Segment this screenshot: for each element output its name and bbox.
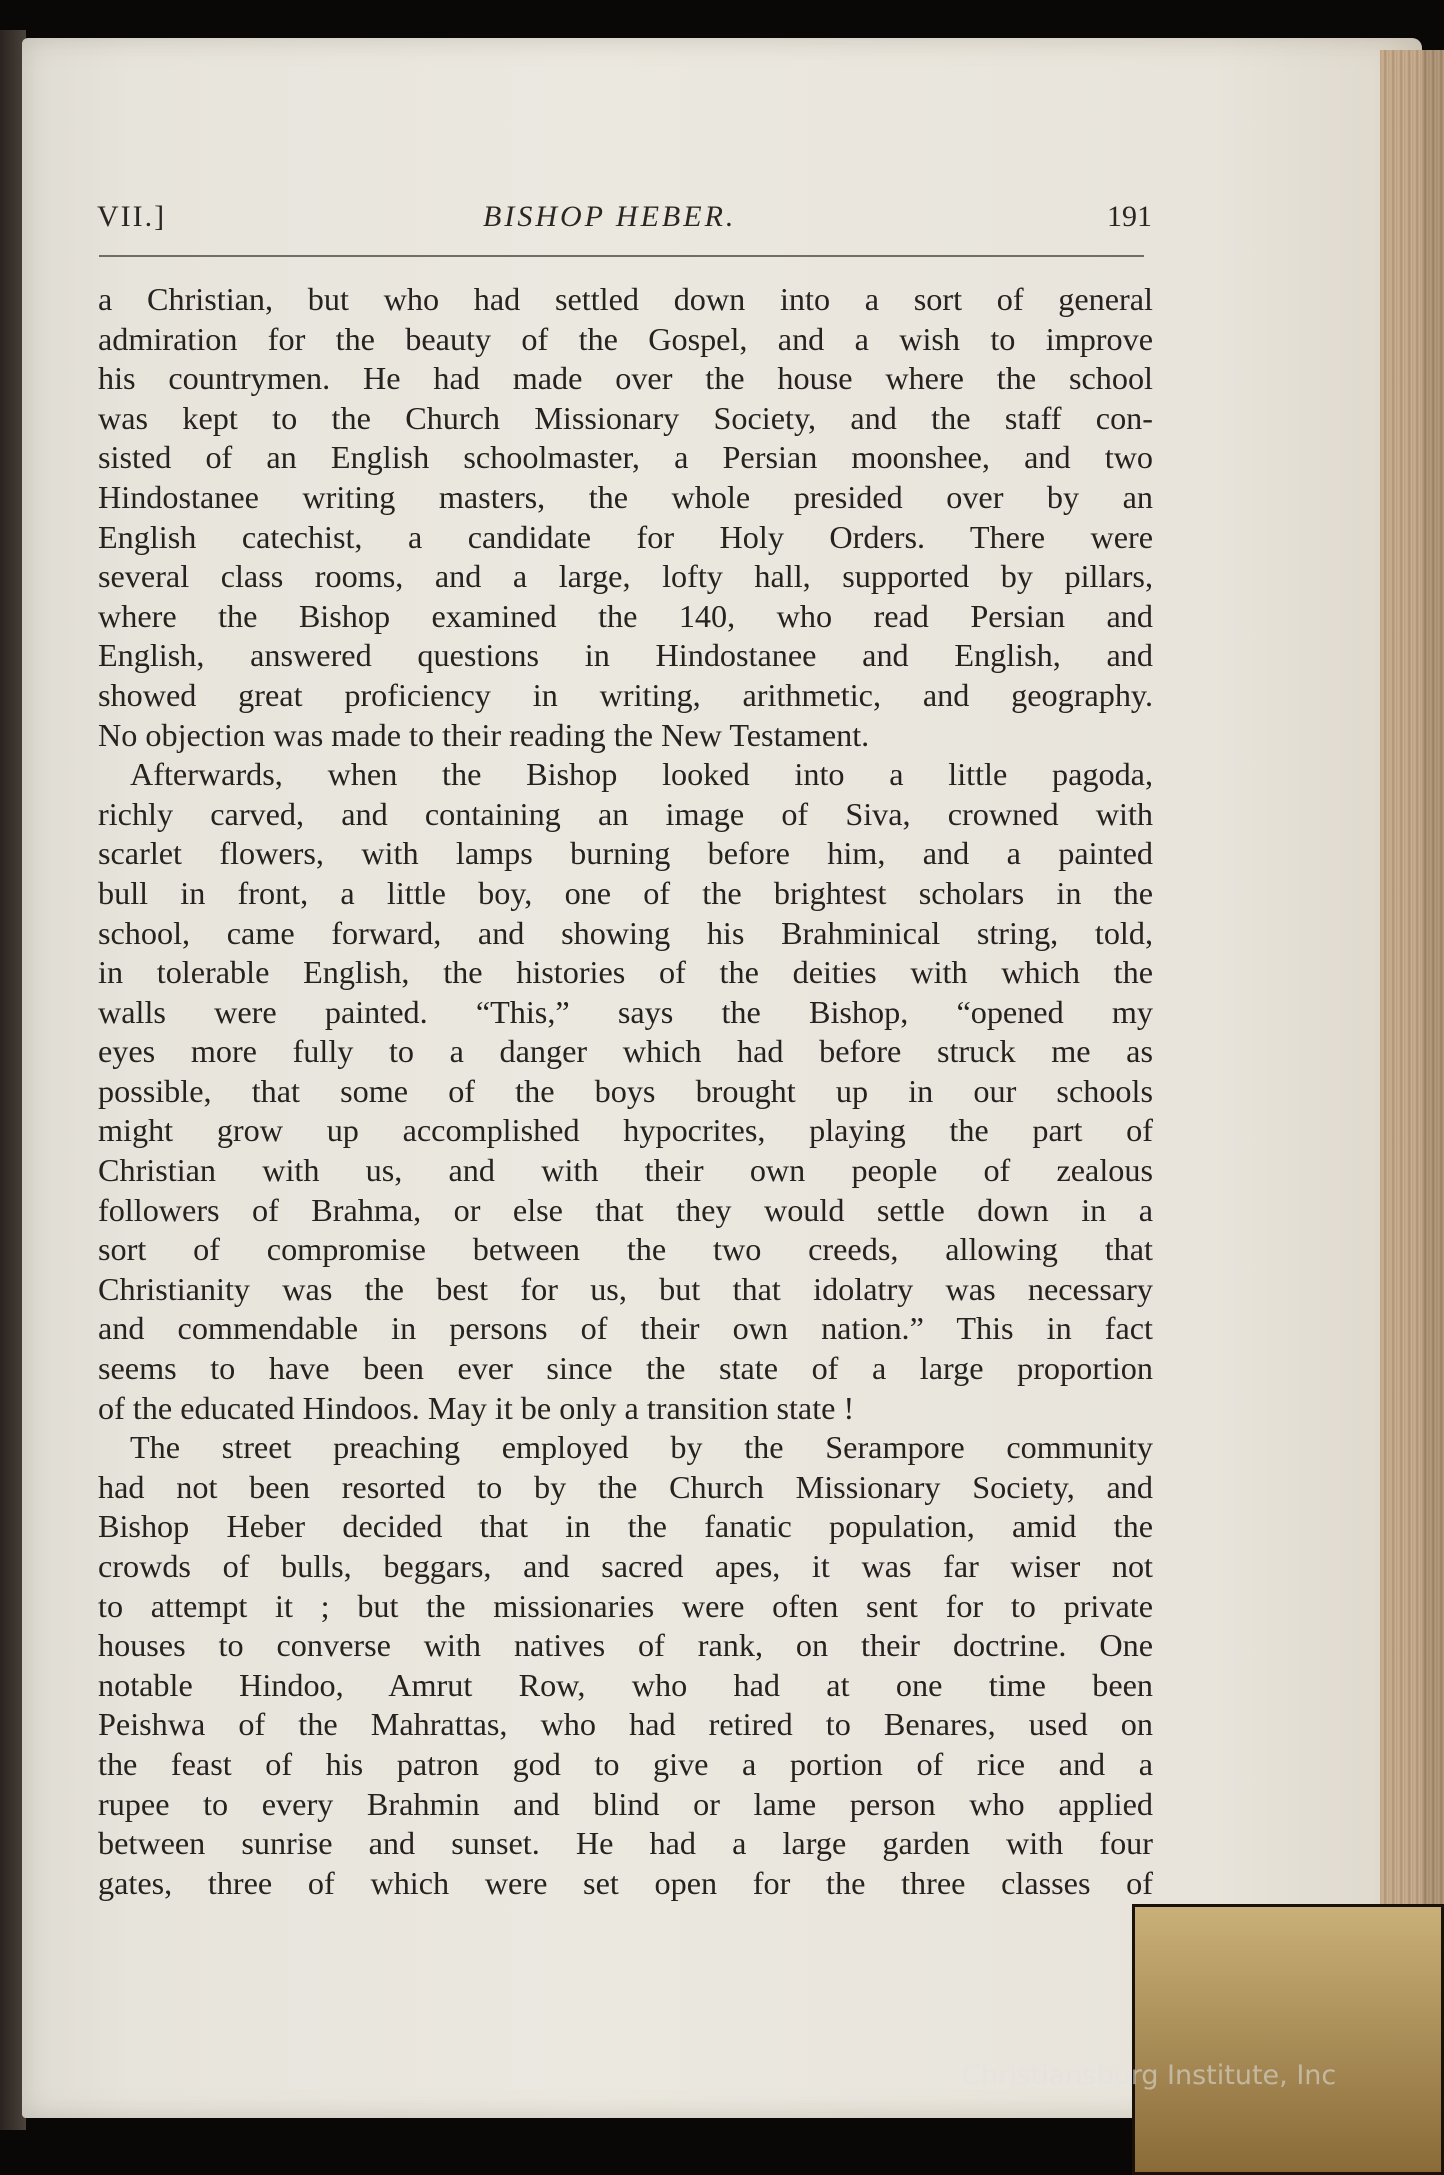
text-line: between sunrise and sunset. He had a large garden with four — [98, 1825, 1153, 1862]
text-line: a Christian, but who had settled down into a sort of general — [98, 281, 1153, 317]
text-line: Bishop Heber decided that in the fanatic population, amid the — [98, 1508, 1153, 1545]
text-line: school, came forward, and showing his Brahminical string, told, — [98, 914, 1153, 951]
text-line: houses to converse with natives of rank, on their doctrine. One — [98, 1627, 1153, 1664]
running-header — [97, 200, 1152, 244]
text-line: followers of Brahma, or else that they would settle down in a — [98, 1191, 1153, 1228]
text-line: Christianity was the best for us, but that idolatry was necessary — [98, 1270, 1153, 1307]
watermark: Christiansburg Institute, Inc — [962, 2060, 1337, 2091]
text-line: Christian with us, and with their own people of zealous — [98, 1152, 1153, 1189]
text-line: English catechist, a candidate for Holy Orders. There were — [98, 518, 1153, 555]
text-line: to attempt it ; but the missionaries were often sent for to private — [98, 1587, 1153, 1624]
text-line: in tolerable English, the histories of the deities with which the — [98, 954, 1153, 991]
text-line: had not been resorted to by the Church Missionary Society, and — [98, 1468, 1153, 1505]
page-edges — [1380, 50, 1444, 2110]
text-line: gates, three of which were set open for the three classes of — [98, 1864, 1153, 1901]
text-line: notable Hindoo, Amrut Row, who had at one time been — [98, 1666, 1153, 1703]
text-line: Peishwa of the Mahrattas, who had retired to Benares, used on — [98, 1706, 1153, 1743]
text-line: scarlet flowers, with lamps burning before him, and a painted — [98, 835, 1153, 872]
text-line: walls were painted. “This,” says the Bishop, “opened my — [98, 993, 1153, 1030]
text-line: Hindostanee writing masters, the whole presided over by an — [98, 478, 1153, 515]
text-line: seems to have been ever since the state of a large proportion — [98, 1350, 1153, 1387]
book-corner — [1132, 1904, 1444, 2175]
text-line: several class rooms, and a large, lofty hall, supported by pillars, — [98, 558, 1153, 595]
text-line: crowds of bulls, beggars, and sacred apes, it was far wiser not — [98, 1548, 1153, 1584]
page-number: 191 — [1107, 200, 1152, 233]
text-line: sisted of an English schoolmaster, a Persian moonshee, and two — [98, 439, 1153, 476]
text-line: bull in front, a little boy, one of the brightest scholars in the — [98, 874, 1153, 911]
chapter-marker: VII.] — [97, 200, 167, 233]
text-line: sort of compromise between the two creeds, allowing that — [98, 1231, 1153, 1268]
text-line: eyes more fully to a danger which had before struck me as — [98, 1033, 1153, 1070]
text-line: No objection was made to their reading the New Testament. — [98, 716, 870, 753]
text-line: possible, that some of the boys brought up in our schools — [98, 1072, 1153, 1109]
text-line: the feast of his patron god to give a portion of rice and a — [98, 1745, 1153, 1782]
text-line: The street preaching employed by the Serampore community — [130, 1429, 1153, 1466]
text-line: rupee to every Brahmin and blind or lame person who applied — [98, 1785, 1153, 1822]
running-title: BISHOP HEBER. — [483, 200, 737, 233]
text-line: might grow up accomplished hypocrites, playing the part of — [98, 1112, 1153, 1149]
text-line: showed great proficiency in writing, arithmetic, and geography. — [98, 676, 1153, 713]
body-text — [98, 280, 1153, 1903]
text-line: his countrymen. He had made over the house where the school — [98, 360, 1153, 397]
text-line: English, answered questions in Hindostanee and English, and — [98, 637, 1153, 674]
text-line: admiration for the beauty of the Gospel, and a wish to improve — [98, 320, 1153, 357]
text-line: richly carved, and containing an image of Siva, crowned with — [98, 795, 1153, 832]
header-rule — [99, 255, 1144, 257]
text-line: was kept to the Church Missionary Society, and the staff con- — [98, 399, 1153, 436]
text-line: and commendable in persons of their own nation.” This in fact — [98, 1310, 1153, 1347]
text-line: of the educated Hindoos. May it be only a transition state ! — [98, 1389, 855, 1426]
text-line: where the Bishop examined the 140, who read Persian and — [98, 597, 1153, 634]
text-line: Afterwards, when the Bishop looked into a little pagoda, — [130, 756, 1153, 793]
